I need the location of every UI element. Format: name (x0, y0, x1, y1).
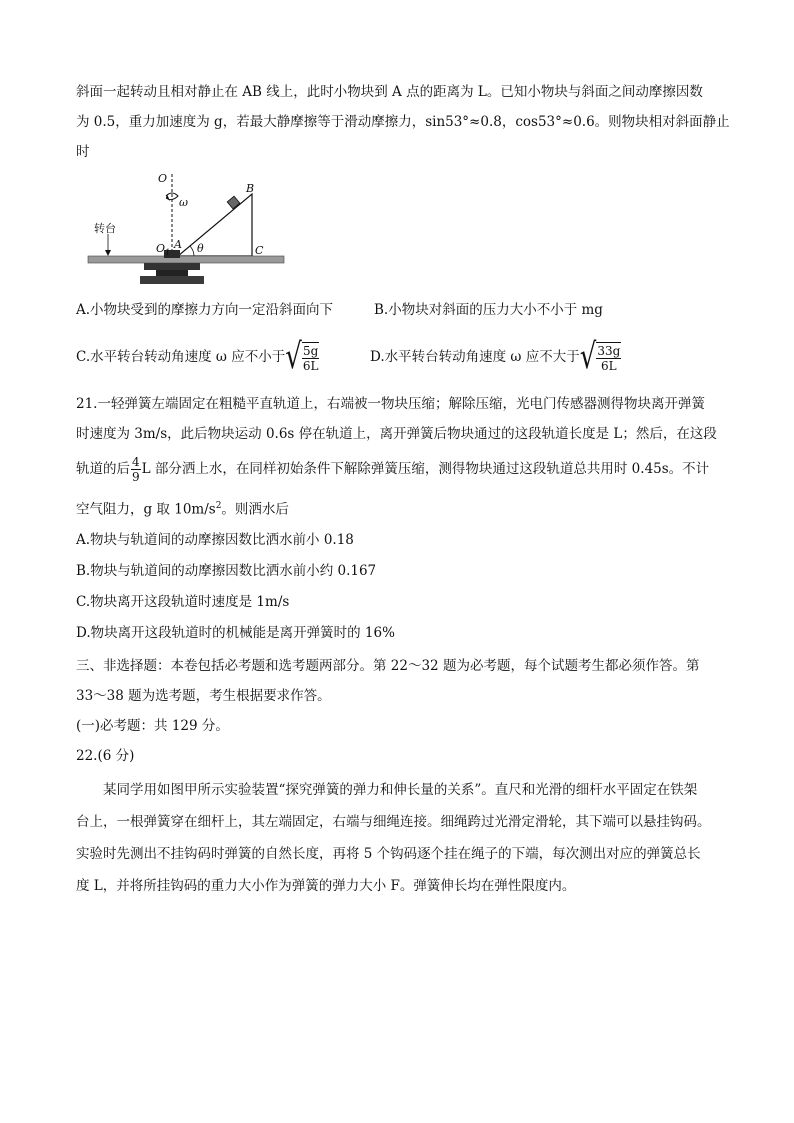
q22-line: 实验时先测出不挂钩码时弹簧的自然长度，再将 5 个钩码逐个挂在绳子的下端，每次测出对应的弹簧总长 (76, 846, 701, 862)
angle-arc (190, 246, 194, 256)
incline-triangle (178, 194, 252, 256)
q20-option-a: A.小物块受到的摩擦力方向一定沿斜面向下 (76, 302, 334, 318)
label-O: O (158, 172, 168, 185)
q21-line: 时速度为 3m/s，此后物块运动 0.6s 停在轨道上，离开弹簧后物块通过的这段轨道长度是 L；然后，在这段 (76, 426, 717, 442)
q21-option-d: D.物块离开这段轨道时的机械能是离开弹簧时的 16% (76, 625, 395, 641)
q21-option-c: C.物块离开这段轨道时速度是 1m/s (76, 594, 290, 610)
q22-line: 台上，一根弹簧穿在细杆上，其左端固定，右端与细绳连接。细绳跨过光滑定滑轮，其下端可以悬挂钩码。 (76, 814, 711, 830)
label-omega: ω (179, 196, 188, 209)
turntable-incline-figure (86, 170, 286, 290)
turntable-base-mid (156, 270, 188, 276)
q21-line: 空气阻力，g 取 $10m/s^2$。则洒水后 (76, 501, 289, 518)
turntable-pointer-head (105, 250, 111, 256)
section-subheading: (一)必考题：共 129 分。 (76, 718, 229, 734)
paragraph-line: 时 (76, 144, 90, 160)
q21-option-a: A.物块与轨道间的动摩擦因数比洒水前小 0.18 (76, 532, 354, 548)
small-block (227, 196, 240, 209)
turntable-base-top (144, 263, 200, 270)
q22-line: 度 L，并将所挂钩码的重力大小作为弹簧的弹力大小 F。弹簧伸长均在弹性限度内。 (76, 878, 576, 894)
q21-line: 轨道的后 $\frac{4}{9}$ L 部分洒上水，在同样初始条件下解除弹簧压缩，测得物块通过这段轨道总共用时 0.45s。不计 (76, 454, 710, 484)
turntable-base-bottom (140, 276, 204, 284)
paragraph-line: 为 0.5，重力加速度为 g，若最大静摩擦等于滑动摩擦力，sin53°≈0.8，cos53°≈0.6。则物块相对斜面静止 (76, 114, 730, 130)
q20-option-b: B.小物块对斜面的压力大小不小于 mg (374, 302, 603, 318)
q20-option-c: C.水平转台转动角速度 ω 应不小于 √ $\frac{5g}{6L}$ (76, 336, 319, 378)
label-O1: $O_1$ (156, 242, 171, 258)
question-number: 22.(6 分) (76, 748, 135, 764)
label-B: B (246, 182, 255, 195)
sqrt-expression: √ $\frac{5g}{6L}$ (285, 336, 319, 378)
q21-option-b: B.物块与轨道间的动摩擦因数比洒水前小约 0.167 (76, 563, 377, 579)
q22-line: 某同学用如图甲所示实验装置“探究弹簧的弹力和伸长量的关系”。直尺和光滑的细杆水平固定在铁架 (103, 782, 698, 798)
turntable-plate (88, 256, 284, 263)
label-A: A (174, 238, 182, 251)
sqrt-expression: √ $\frac{33g}{6L}$ (579, 336, 621, 378)
section-text: 33～38 题为选考题，考生根据要求作答。 (76, 688, 331, 704)
figure-drawing (86, 170, 286, 290)
section-heading: 三、非选择题：本卷包括必考题和选考题两部分。第 22～32 题为必考题，每个试题考生都必须作答。第 (76, 658, 700, 674)
paragraph-line: 斜面一起转动且相对静止在 AB 线上，此时小物块到 A 点的距离为 L。已知小物块与斜面之间动摩擦因数 (76, 84, 703, 100)
label-turntable: 转台 (94, 222, 116, 235)
label-C: C (255, 244, 264, 257)
q21-line: 21.一轻弹簧左端固定在粗糙平直轨道上，右端被一物块压缩；解除压缩，光电门传感器测得物块离开弹簧 (76, 396, 705, 412)
q20-option-d: D.水平转台转动角速度 ω 应不大于 √ $\frac{33g}{6L}$ (370, 336, 621, 378)
fraction: $\frac{4}{9}$ (132, 454, 140, 484)
label-theta: θ (197, 242, 204, 255)
